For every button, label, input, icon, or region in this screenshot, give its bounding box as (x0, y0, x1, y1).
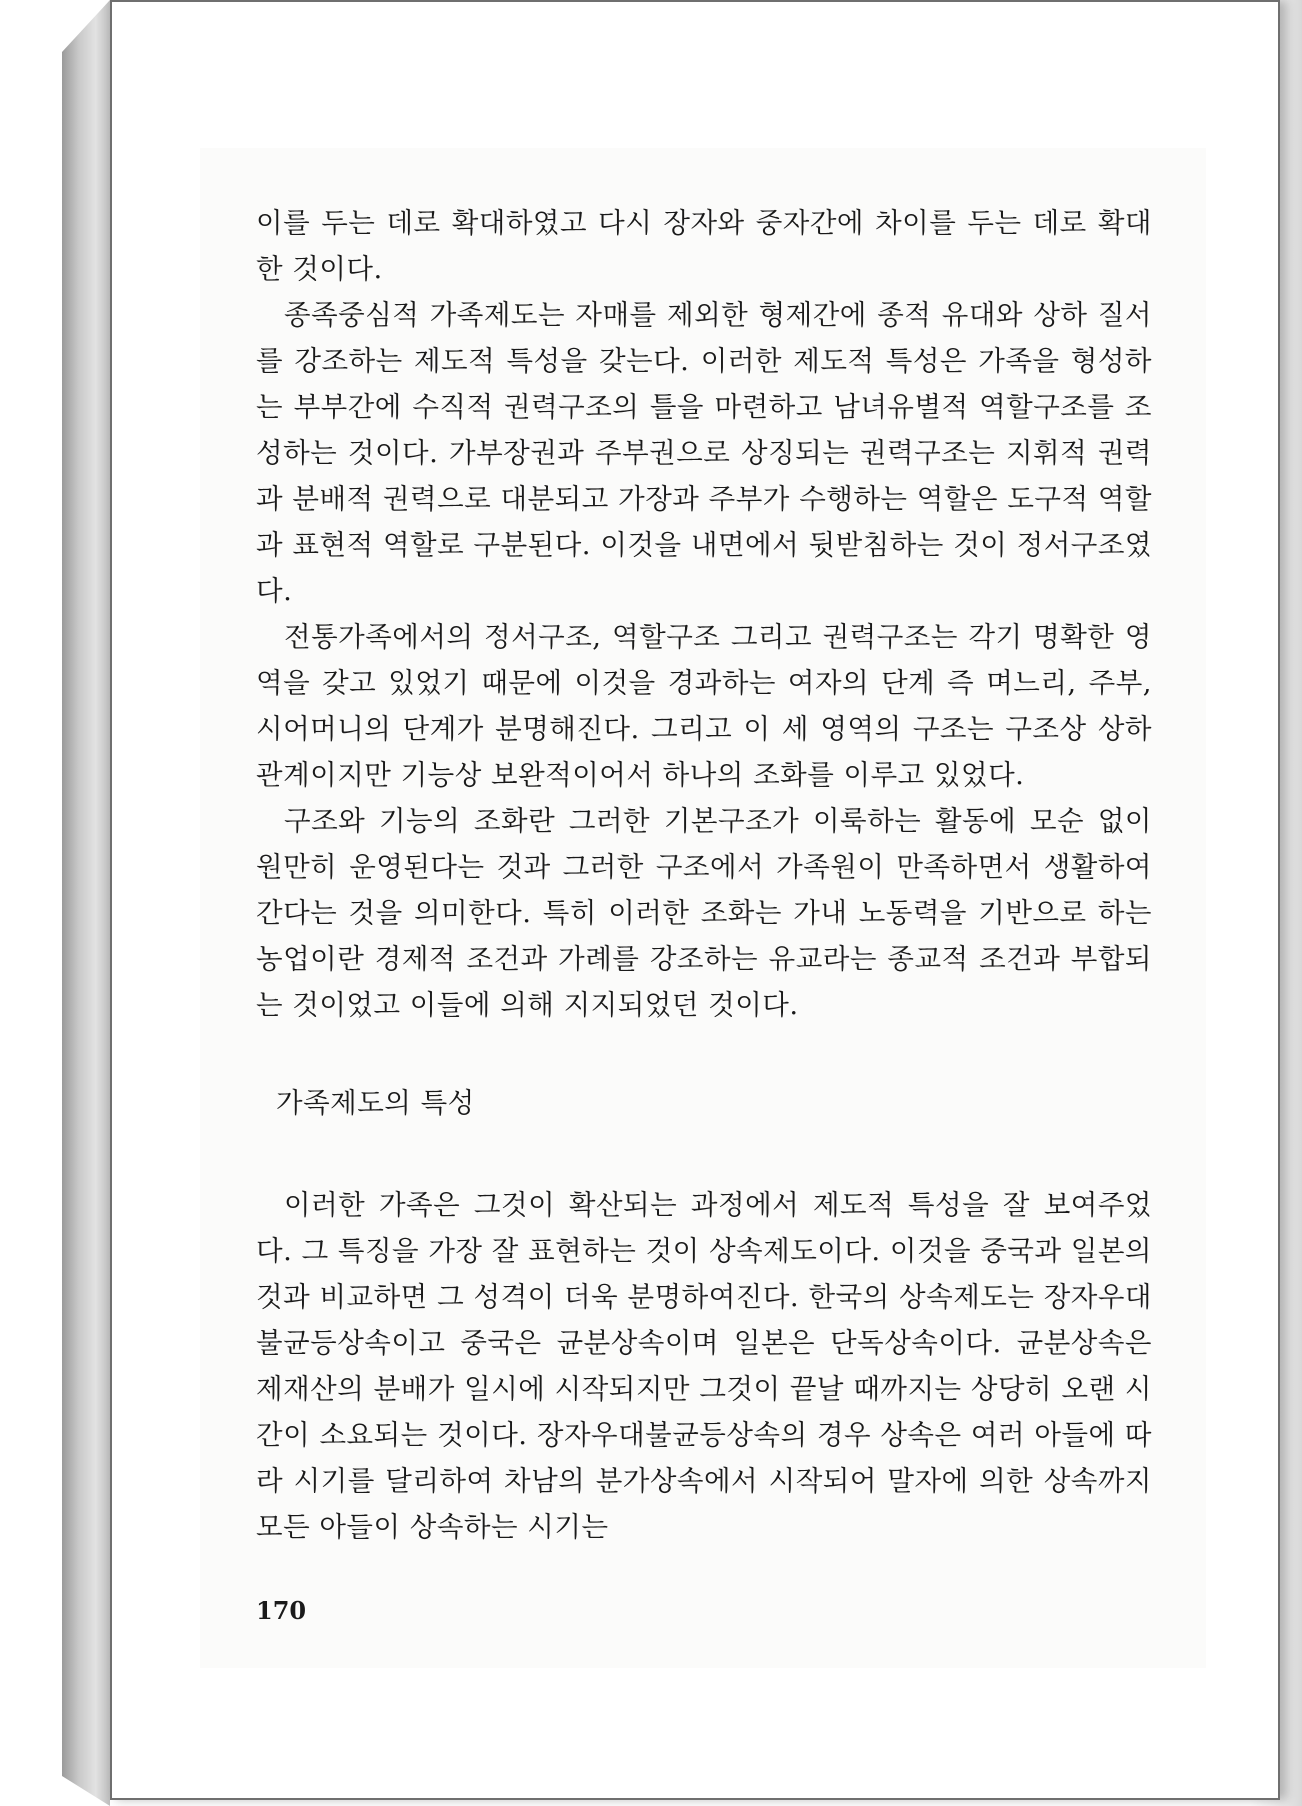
page-body-text (256, 200, 1152, 1550)
paragraph: 이를 두는 데로 확대하였고 다시 장자와 중자간에 차이를 두는 데로 확대한 것이다. (256, 207, 1152, 285)
section-heading: 가족제도의 특성 (276, 1087, 475, 1119)
paragraph: 종족중심적 가족제도는 자매를 제외한 형제간에 종적 유대와 상하 질서를 강조하는 제도적 특성을 갖는다. 이러한 제도적 특성은 가족을 형성하는 부부간에 수직적 권력구조의 틀을 마련하고 남녀유별적 역할구조를 조성하는 것이다. 가부장권과 주부권으로 상징되는 권력구조는 지휘적 권력과 분배적 권력으로 대분되고 가장과 주부가 수행하는 역할은 도구적 역할과 표현적 역할로 구분된다. 이것을 내면에서 뒷받침하는 것이 정서구조였다. (256, 299, 1152, 607)
paragraph: 이러한 가족은 그것이 확산되는 과정에서 제도적 특성을 잘 보여주었다. 그 특징을 가장 잘 표현하는 것이 상속제도이다. 이것을 중국과 일본의 것과 비교하면 그 성격이 더욱 분명하여진다. 한국의 상속제도는 장자우대불균등상속이고 중국은 균분상속이며 일본은 단독상속이다. 균분상속은 제재산의 분배가 일시에 시작되지만 그것이 끝날 때까지는 상당히 오랜 시간이 소요되는 것이다. 장자우대불균등상속의 경우 상속은 여러 아들에 따라 시기를 달리하여 차남의 분가상속에서 시작되어 말자에 의한 상속까지 모든 아들이 상속하는 시기는 (256, 1189, 1152, 1543)
page-number: 170 (256, 1596, 307, 1625)
paragraph: 구조와 기능의 조화란 그러한 기본구조가 이룩하는 활동에 모순 없이 원만히 운영된다는 것과 그러한 구조에서 가족원이 만족하면서 생활하여 간다는 것을 의미한다. 특히 이러한 조화는 가내 노동력을 기반으로 하는 농업이란 경제적 조건과 가례를 강조하는 유교라는 종교적 조건과 부합되는 것이었고 이들에 의해 지지되었던 것이다. (256, 805, 1152, 1021)
paragraph: 전통가족에서의 정서구조, 역할구조 그리고 권력구조는 각기 명확한 영역을 갖고 있었기 때문에 이것을 경과하는 여자의 단계 즉 며느리, 주부, 시어머니의 단계가 분명해진다. 그리고 이 세 영역의 구조는 구조상 상하관계이지만 기능상 보완적이어서 하나의 조화를 이루고 있었다. (256, 621, 1152, 791)
book-spine-edge (62, 0, 110, 1806)
